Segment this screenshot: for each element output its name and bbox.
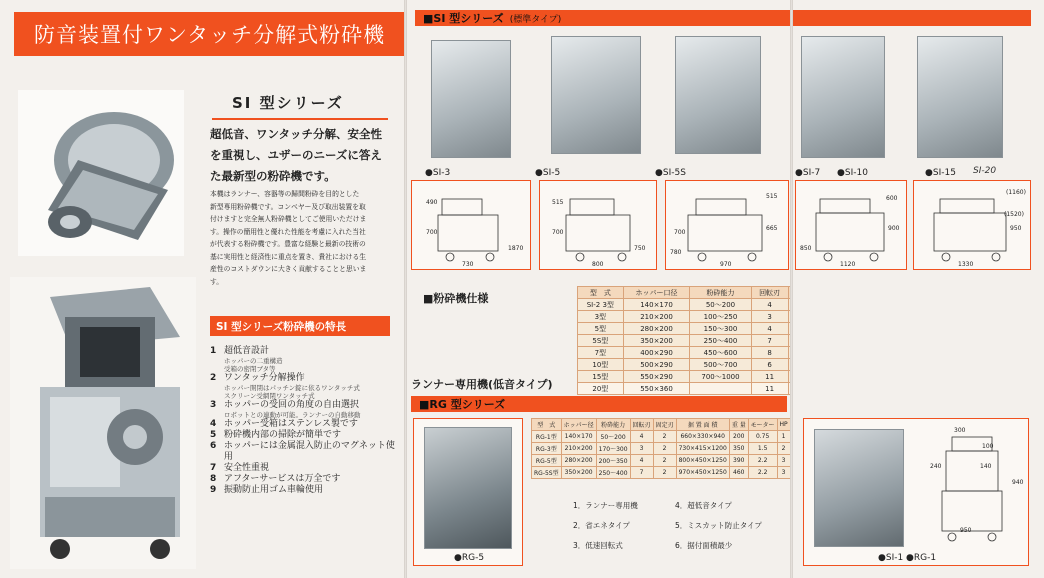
intro-body-line: 新型専用粉砕機です。コンベヤー及び取出装置を取	[210, 202, 366, 211]
cell: 3	[751, 311, 788, 323]
dim-label: 490	[426, 199, 438, 206]
cell: RG-5S型	[532, 467, 562, 479]
cell: 150～300	[690, 323, 751, 335]
dim-label: (1160)	[1006, 189, 1026, 196]
cell: 460	[729, 467, 748, 479]
dim-label: 700	[674, 229, 686, 236]
dim-label: 1870	[508, 245, 524, 252]
feature-item	[210, 441, 402, 463]
rg-feature: 1．ランナー専用機	[573, 501, 638, 510]
intro-body-line: 付けますと完全無人粉砕機としてご使用いただけま	[210, 215, 367, 223]
dim-label: 1330	[958, 261, 974, 268]
machine-si15	[917, 36, 1003, 158]
feature-num: 7	[210, 463, 217, 473]
dim-label: 1120	[840, 261, 856, 268]
cell: 6	[751, 359, 788, 371]
si1-rg1-label: ●SI-1 ●RG-1	[878, 553, 937, 563]
cell: 4	[751, 299, 788, 311]
spec-title: ■粉砕機仕様	[423, 292, 489, 305]
cell: 210×200	[561, 443, 596, 455]
dim-diagram-1	[411, 180, 531, 270]
dim-label: 950	[1010, 225, 1022, 232]
feature-text: ホッパーには金属混入防止のマグネット使用	[223, 441, 395, 462]
feature-num: 8	[210, 474, 217, 484]
cell: 7型	[578, 347, 624, 359]
feature-sub: 受箱の密閉ブタ等	[224, 365, 276, 373]
cell: 550×290	[623, 371, 690, 383]
feature-item	[210, 474, 402, 485]
left-panel	[0, 0, 404, 578]
si1-rg1-frame	[803, 418, 1029, 566]
rg5-photo-frame	[413, 418, 523, 566]
cell: 50～200	[596, 431, 630, 443]
cell: 730×415×1200	[676, 443, 729, 455]
cell: 0.75	[748, 431, 777, 443]
feature-num: 2	[210, 373, 217, 383]
feature-text: 超低音設計	[224, 346, 270, 356]
cell: SI-2 3型	[578, 299, 624, 311]
intro-body-line: 産性のコストダウンに大きく貢献することと思いま	[210, 265, 367, 273]
cell: 3	[777, 455, 790, 467]
machine-label: ●SI-10	[837, 168, 868, 178]
feature-num: 1	[210, 346, 217, 356]
feature-text: ホッパーの受回の角度の自由選択	[224, 400, 360, 410]
rg-table	[531, 418, 791, 479]
cell: 2	[653, 455, 676, 467]
cell: 4	[630, 455, 653, 467]
dim-label: 140	[980, 463, 992, 470]
table-row	[532, 455, 791, 467]
dim-label: 950	[960, 527, 972, 534]
dim-label: 730	[462, 261, 474, 268]
dim-label: 515	[552, 199, 564, 206]
cell: 970×450×1250	[676, 467, 729, 479]
dim-label: 700	[552, 229, 564, 236]
dim-label: 850	[800, 245, 812, 252]
cell: 2	[653, 443, 676, 455]
dim-label: 240	[930, 463, 942, 470]
runner-title: ランナー専用機(低音タイプ)	[411, 378, 553, 391]
cell: 2.2	[748, 467, 777, 479]
cell: 1.5	[748, 443, 777, 455]
rg-feature: 5．ミスカット防止タイプ	[675, 521, 762, 530]
si-header-sub: (標準タイプ)	[509, 14, 562, 25]
cell: 3	[630, 443, 653, 455]
cell: 5S型	[578, 335, 624, 347]
dim-label: 100	[982, 443, 994, 450]
si-header-bar	[415, 10, 791, 26]
rg5-label: ●RG-5	[454, 553, 485, 563]
features-title: SI 型シリーズ粉砕機の特長	[216, 320, 347, 333]
cell: 450～600	[690, 347, 751, 359]
cell: 8	[751, 347, 788, 359]
rg-feature: 2．省エネタイプ	[573, 521, 630, 530]
cell: 4	[751, 323, 788, 335]
cell: 350	[729, 443, 748, 455]
machine-si5s	[675, 36, 761, 154]
dim-label: 940	[1012, 479, 1024, 486]
rg-feature: 4．超低音タイプ	[675, 501, 732, 510]
machine-si7-10	[801, 36, 885, 158]
intro-body-line: 本機はランナー、容器等の歸間粉砕を目的とした	[210, 190, 360, 198]
rg-header-cell: 重 量	[729, 419, 748, 431]
series-title-rule	[212, 118, 388, 120]
cell: 3型	[578, 311, 624, 323]
feature-item	[210, 463, 402, 474]
cell: 350×200	[623, 335, 690, 347]
feature-text: 粉砕機内部の掃除が簡単です	[224, 430, 342, 440]
feature-item	[210, 400, 402, 419]
si-header: ■SI 型シリーズ	[423, 12, 504, 25]
machine-label: ●SI-3	[425, 168, 451, 178]
cell: 15型	[578, 371, 624, 383]
cell: 100～250	[690, 311, 751, 323]
cell: 210×200	[623, 311, 690, 323]
cell: 50～200	[690, 299, 751, 311]
intro-bold-line: た最新型の粉砕機です。	[210, 169, 336, 183]
cell: 500×290	[623, 359, 690, 371]
rg5-photo	[424, 427, 512, 549]
cell: 200～350	[596, 455, 630, 467]
rg-feature: 3．低速回転式	[573, 541, 623, 550]
cell: 660×330×940	[676, 431, 729, 443]
si1-diagram	[922, 427, 1022, 551]
cell: 2	[653, 431, 676, 443]
cell: 170～300	[596, 443, 630, 455]
cell: 550×360	[623, 383, 690, 395]
cell: 500～700	[690, 359, 751, 371]
si1-photo	[814, 429, 904, 547]
machine-label: ●SI-5	[535, 168, 561, 178]
machine-label: ●SI-15	[925, 168, 956, 178]
cell: 140×170	[561, 431, 596, 443]
dim-label: (1520)	[1004, 211, 1024, 218]
cell: 7	[630, 467, 653, 479]
dim-label: 600	[886, 195, 898, 202]
machine-label: ●SI-5S	[655, 168, 686, 178]
cell: 1	[777, 431, 790, 443]
cell: 4	[630, 431, 653, 443]
feature-num: 5	[210, 430, 217, 440]
dim-label: 700	[426, 229, 438, 236]
rotor-photo	[18, 90, 184, 256]
banner	[14, 12, 404, 56]
dim-label: 665	[766, 225, 778, 232]
rg-header-cell: 型 式	[532, 419, 562, 431]
cell: RG-5型	[532, 455, 562, 467]
rg-header-cell: 据 置 面 積	[676, 419, 729, 431]
feature-text: アフターサービスは万全です	[224, 474, 341, 484]
dim-label: 750	[634, 245, 646, 252]
right-panel	[793, 0, 1044, 578]
cell: 280×200	[623, 323, 690, 335]
machine-photo	[10, 277, 196, 569]
rg-header-cell: HP	[777, 419, 790, 431]
dim-label: 900	[888, 225, 900, 232]
rg-feature: 6．据付面積最少	[675, 541, 733, 550]
intro-body-line: が代表する粉砕機です。豊富な経験と最新の技術の	[210, 240, 366, 248]
cell: 3	[777, 467, 790, 479]
dim-label: 300	[954, 427, 966, 434]
cell: 11	[751, 383, 788, 395]
cell: 7	[751, 335, 788, 347]
cell: RG-1型	[532, 431, 562, 443]
intro-body-line: す。	[210, 277, 224, 286]
feature-text: 安全性重視	[224, 463, 270, 473]
intro-bold-line: 超低音、ワンタッチ分解、安全性	[210, 127, 383, 141]
rg-header-row	[532, 419, 791, 431]
dim-label: 515	[766, 193, 778, 200]
cell: 250～400	[596, 467, 630, 479]
features-list	[210, 346, 402, 496]
feature-item	[210, 346, 402, 373]
cell: 2	[653, 467, 676, 479]
banner-title: 防音装置付ワンタッチ分解式粉砕機	[34, 23, 386, 47]
cell: 200	[729, 431, 748, 443]
feature-text: ワンタッチ分解操作	[224, 373, 305, 383]
dim-diagram-5	[913, 180, 1031, 270]
intro-body-line: 基に実用性と経済性に重点を置き、貴社における生	[210, 252, 367, 261]
dim-label: 780	[670, 249, 682, 256]
feature-sub: ホッパー開閉はパッチン錠に依るワンタッチ式	[224, 384, 360, 392]
rg-header: ■RG 型シリーズ	[419, 398, 506, 411]
cell: 700～1000	[690, 371, 751, 383]
cell: 2.2	[748, 455, 777, 467]
dim-diagram-4	[795, 180, 907, 270]
rg-header-cell: 固定刃	[653, 419, 676, 431]
spec-header-cell: 型 式	[578, 287, 624, 299]
cell: 280×200	[561, 455, 596, 467]
spec-header-cell: ホッパー口径	[623, 287, 690, 299]
rg-header-cell: 粉砕能力	[596, 419, 630, 431]
cell: 20型	[578, 383, 624, 395]
dim-label: 800	[592, 261, 604, 268]
machine-label: ●SI-7	[795, 168, 821, 178]
dim-label: 970	[720, 261, 732, 268]
feature-num: 6	[210, 441, 217, 451]
handwritten-si20: SI-20	[973, 166, 997, 176]
dim-diagram-3	[665, 180, 789, 270]
feature-item	[210, 373, 402, 400]
table-row	[532, 431, 791, 443]
spec-header-cell: 粉砕能力	[690, 287, 751, 299]
intro-bold-line: を重視し、ユザーのニーズに答え	[210, 148, 382, 162]
cell: 10型	[578, 359, 624, 371]
feature-item	[210, 485, 402, 496]
cell: 350×200	[561, 467, 596, 479]
feature-text: 振動防止用ゴム車輪使用	[224, 485, 324, 495]
table-row	[532, 443, 791, 455]
feature-item	[210, 430, 402, 441]
cell: 5型	[578, 323, 624, 335]
dim-diagram-2	[539, 180, 657, 270]
intro-body	[210, 188, 400, 288]
cell: 800×450×1250	[676, 455, 729, 467]
middle-panel	[407, 0, 791, 578]
cell: RG-3型	[532, 443, 562, 455]
cell: 11	[751, 371, 788, 383]
cell: 390	[729, 455, 748, 467]
features-title-bar	[210, 316, 390, 336]
feature-text: ホッパー受箱はステンレス製です	[224, 419, 358, 429]
feature-item	[210, 419, 402, 430]
feature-sub: ロボットとの連動が可能。ランナーの自動移動	[224, 411, 361, 419]
cell: 400×290	[623, 347, 690, 359]
cell: 140×170	[623, 299, 690, 311]
series-title: SI 型シリーズ	[232, 94, 344, 112]
table-row	[532, 467, 791, 479]
rg-header-cell: ホッパー径	[561, 419, 596, 431]
feature-sub: ホッパーの二重構造	[224, 357, 283, 365]
cell: 250～400	[690, 335, 751, 347]
cell: 2	[777, 443, 790, 455]
rg-header-bar	[411, 396, 787, 412]
rg-header-cell: モーター	[748, 419, 777, 431]
feature-num: 3	[210, 400, 217, 410]
intro-bold	[210, 124, 382, 187]
feature-num: 4	[210, 419, 217, 429]
feature-sub: スクリーン受網閉ワンタッチ式	[224, 392, 315, 400]
intro-body-line: す。操作の簡用性と優れた性能を考慮に入れた当社	[210, 227, 366, 236]
machine-si5	[551, 36, 641, 154]
rg-header-cell: 回転刃	[630, 419, 653, 431]
feature-num: 9	[210, 485, 217, 495]
machine-si3	[431, 40, 511, 158]
right-header-bar	[793, 10, 1031, 26]
cell	[690, 383, 751, 395]
spec-header-cell: 回転刃	[751, 287, 788, 299]
